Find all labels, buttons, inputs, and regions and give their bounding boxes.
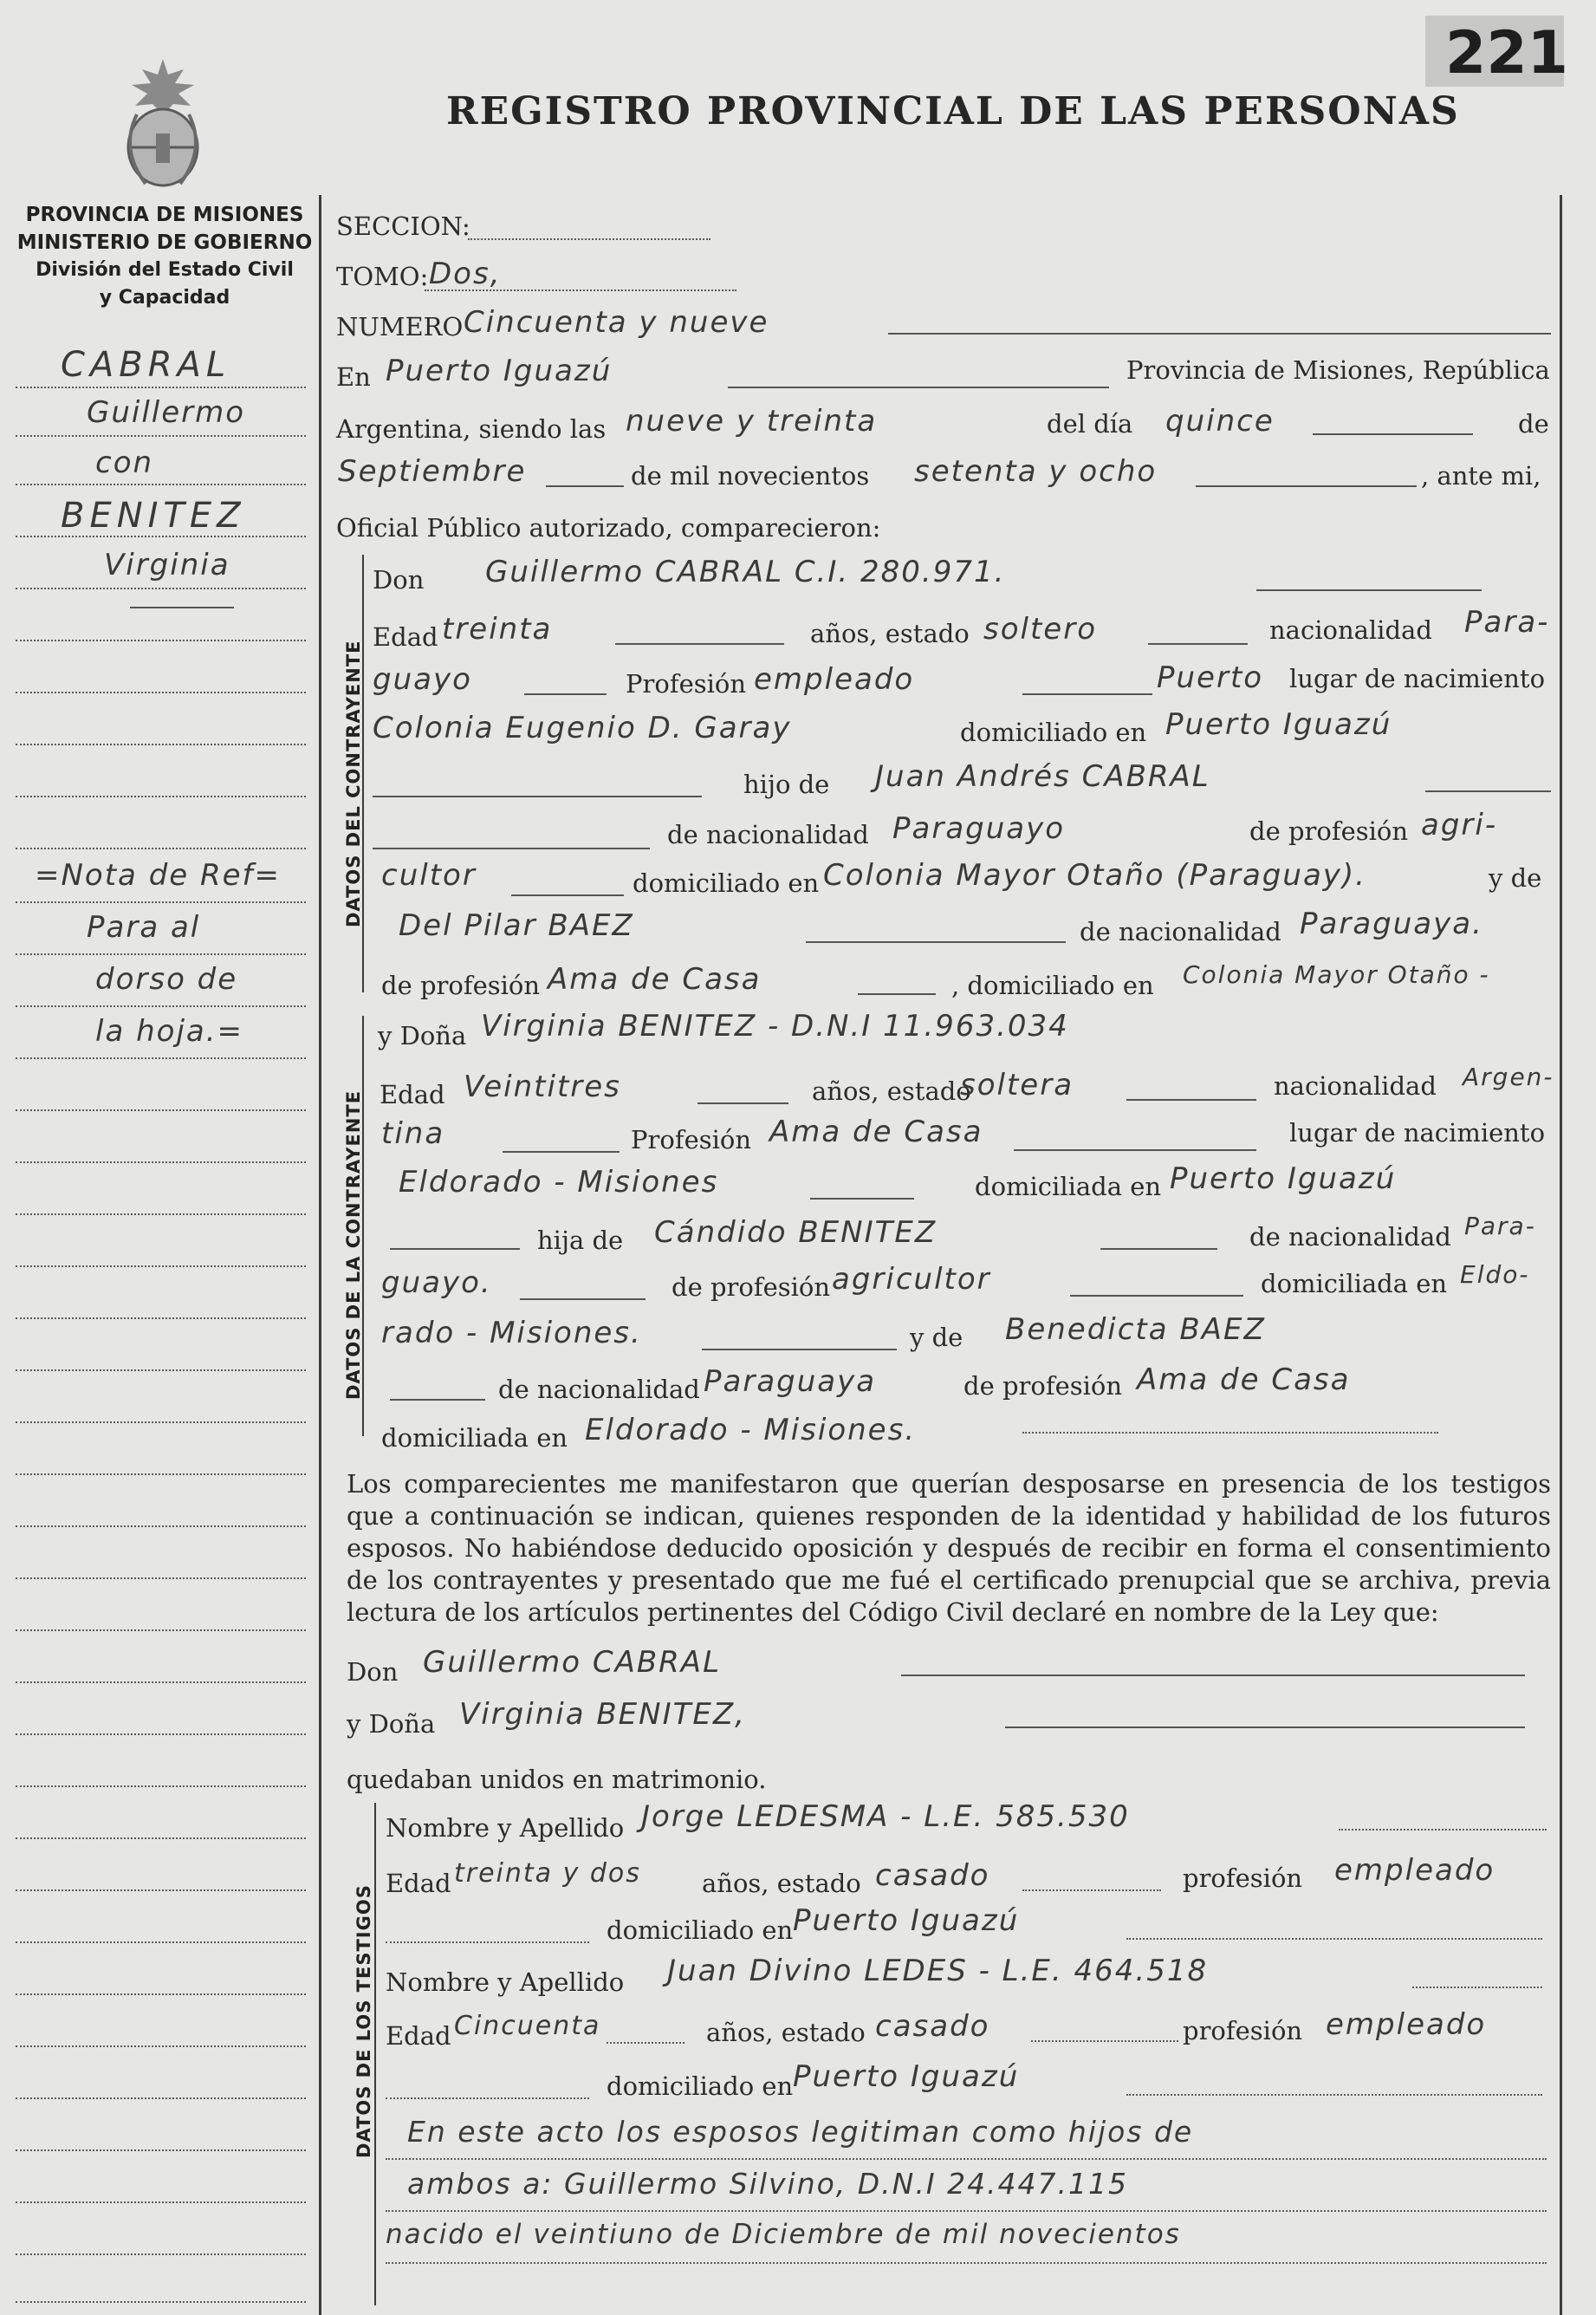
c2-madre-prof-label: de profesión (963, 1371, 1123, 1401)
de-label: de (1518, 409, 1549, 439)
c2-padre-dom-line (702, 1349, 897, 1350)
t1-prof-value: empleado (1334, 1853, 1495, 1888)
c1-nombre-value: Guillermo CABRAL C.I. 280.971. (485, 555, 1006, 589)
c2-padre-prof-line (1070, 1295, 1243, 1297)
legitimation-note-line-1: En este acto los esposos legitiman como hijos de (407, 2115, 1194, 2149)
c2-madre-dom-line (1022, 1432, 1438, 1434)
agency-block (9, 201, 321, 312)
c2-dona-label: y Doña (378, 1021, 467, 1050)
decl-don-label: Don (347, 1657, 399, 1687)
c1-lugar-value-a: Puerto (1157, 660, 1264, 695)
en-field-line (728, 387, 1109, 388)
t2-prof-value: empleado (1326, 2007, 1487, 2042)
c2-edad-line (697, 1102, 788, 1104)
c1-padre-nac-label: de nacionalidad (667, 820, 869, 849)
c2-prof-line (1014, 1149, 1256, 1151)
declaration-paragraph: Los comparecientes me manifestaron que querían desposarse en presencia de los testigos que a continuación se indican, quienes responden de la identidad y habilidad de los futuros esposos. No habiéndose deducido oposición y después de recibir en forma el consentimiento de los contrayentes y presentado que me fué el certificado prenupcial que se archiva, previa lectura de los artículos pertinentes del Código Civil declaré en nombre de la Ley que: (347, 1469, 1551, 1627)
note-ruling-2 (386, 2210, 1547, 2212)
c2-padre-dom-value-a: Eldo- (1460, 1260, 1530, 1289)
c1-madre-line (806, 941, 1066, 943)
c1-y-de-label: y de (1489, 863, 1542, 893)
c2-dom-label: domiciliada en (975, 1172, 1162, 1201)
t1-estado-value: casado (875, 1858, 990, 1893)
mil-label: de mil novecientos (631, 461, 870, 491)
c2-y-de-label: y de (910, 1323, 963, 1352)
t2-edad-value: Cincuenta (454, 2011, 601, 2041)
c1-padre-prof-value-b: cultor (381, 858, 477, 893)
c2-nac-value-b: tina (381, 1116, 445, 1151)
c1-nac-label: nacionalidad (1269, 615, 1432, 645)
c1-nac-line (524, 693, 607, 695)
c1-edad-line (615, 643, 784, 645)
c1-edad-value: treinta (442, 612, 553, 647)
c2-hija-line-a (390, 1248, 520, 1250)
ante-mi-label: , ante mi, (1421, 461, 1541, 491)
c2-madre-nac-value: Paraguaya (704, 1364, 877, 1399)
agency-line-province: PROVINCIA DE MISIONES (25, 204, 304, 226)
en-value: Puerto Iguazú (386, 354, 613, 388)
coat-of-arms-emblem (111, 54, 215, 196)
c2-madre-line (390, 1399, 485, 1401)
c1-padre-dom-value: Colonia Mayor Otaño (Paraguay). (823, 858, 1366, 893)
c1-madre-dom-label: , domiciliado en (951, 971, 1154, 1000)
c2-padre-dom-label: domiciliada en (1261, 1269, 1448, 1298)
t1-dom-value: Puerto Iguazú (793, 1903, 1020, 1938)
c2-padre-dom-value-b: rado - Misiones. (381, 1316, 642, 1350)
c2-lugar-label: lugar de nacimiento (1289, 1118, 1546, 1148)
c1-madre-prof-line (858, 993, 936, 995)
t2-estado-label: años, estado (706, 2018, 866, 2047)
dia-value: quince (1165, 404, 1275, 439)
t1-nombre-line (1339, 1829, 1547, 1831)
provincia-label: Provincia de Misiones, República (1126, 355, 1550, 385)
t2-dom-label: domiciliado en (607, 2071, 794, 2101)
anio-field-line (1196, 485, 1417, 487)
t1-estado-line (1022, 1889, 1161, 1891)
del-dia-label: del día (1047, 409, 1133, 439)
c1-madre-nac-label: de nacionalidad (1080, 917, 1281, 946)
decl-dona-value: Virginia BENITEZ, (459, 1697, 746, 1732)
c2-padre-nac-value-b: guayo. (381, 1265, 492, 1300)
t1-dom-line-a (386, 1941, 589, 1943)
c1-hijo-line-b (1425, 790, 1551, 792)
t2-estado-value: casado (875, 2009, 990, 2044)
tomo-value: Dos, (429, 257, 502, 291)
c2-padre-nac-line (520, 1298, 646, 1300)
section-label-contrayente-2: DATOS DE LA CONTRAYENTE (343, 1089, 364, 1400)
argentina-label: Argentina, siendo las (336, 414, 607, 444)
agency-line-capacity: y Capacidad (99, 287, 230, 309)
c2-prof-value: Ama de Casa (769, 1115, 983, 1149)
decl-don-line (901, 1674, 1525, 1676)
c2-edad-label: Edad (380, 1080, 445, 1109)
c2-madre-dom-value: Eldorado - Misiones. (585, 1413, 917, 1447)
c2-padre-value: Cándido BENITEZ (654, 1215, 937, 1250)
c2-dom-value: Puerto Iguazú (1170, 1161, 1397, 1196)
margin-surname-groom: CABRAL (61, 345, 231, 385)
dia-field-line (1313, 433, 1473, 435)
numero-field-line (888, 333, 1551, 335)
c1-nombre-line (1256, 589, 1482, 591)
c1-prof-value: empleado (754, 662, 915, 697)
c2-padre-prof-value: agricultor (832, 1262, 991, 1297)
numero-value: Cincuenta y nueve (464, 305, 769, 340)
t1-prof-label: profesión (1183, 1863, 1303, 1893)
t2-nombre-line (1412, 1987, 1542, 1988)
agency-line-division: División del Estado Civil (36, 259, 294, 281)
t2-edad-line (607, 2042, 684, 2044)
section-label-contrayente: DATOS DEL CONTRAYENTE (343, 640, 364, 927)
section-bracket-testigos (374, 1803, 376, 2305)
en-label: En (336, 362, 371, 392)
seccion-label: SECCION: (336, 211, 470, 241)
tomo-field-line (425, 289, 736, 291)
c2-nac-value-a: Argen- (1463, 1063, 1554, 1091)
t1-nombre-label: Nombre y Apellido (386, 1813, 625, 1843)
c1-lugar-label: lugar de nacimiento (1289, 664, 1546, 693)
decl-unidos-label: quedaban unidos en matrimonio. (347, 1765, 767, 1794)
c1-prof-line (1022, 693, 1152, 695)
t2-edad-label: Edad (386, 2021, 451, 2051)
c1-madre-nac-value: Paraguaya. (1300, 907, 1483, 941)
c1-padre-nac-value: Paraguayo (892, 811, 1066, 846)
anio-value: setenta y ocho (914, 454, 1158, 489)
note-ruling-1 (386, 2158, 1547, 2160)
c1-dom-label: domiciliado en (960, 718, 1147, 747)
right-border-line (1560, 195, 1562, 2315)
c1-lugar-value: Colonia Eugenio D. Garay (373, 711, 792, 745)
margin-surname-bride: BENITEZ (61, 496, 246, 536)
c1-don-label: Don (373, 565, 425, 595)
hora-value: nueve y treinta (626, 404, 878, 439)
c2-estado-label: años, estado (812, 1076, 971, 1106)
t2-dom-line-a (386, 2097, 589, 2099)
t2-estado-line (1031, 2040, 1178, 2042)
margin-con: con (95, 445, 154, 480)
c1-hijo-label: hijo de (743, 770, 830, 799)
margin-note-line-4: la hoja.= (95, 1014, 244, 1049)
t2-dom-line-b (1126, 2094, 1542, 2096)
c2-nac-line (503, 1151, 620, 1153)
note-ruling-3 (386, 2262, 1547, 2264)
mes-value: Septiembre (338, 454, 527, 489)
legitimation-note-line-2: ambos a: Guillermo Silvino, D.N.I 24.447.115 (407, 2167, 1129, 2201)
c2-madre-nac-label: de nacionalidad (498, 1375, 700, 1404)
decl-dona-label: y Doña (347, 1709, 436, 1739)
t1-dom-label: domiciliado en (607, 1915, 794, 1945)
decl-don-value: Guillermo CABRAL (423, 1645, 722, 1680)
margin-name-bride: Virginia (104, 548, 230, 582)
c2-hija-label: hija de (537, 1226, 624, 1255)
seccion-field-line (468, 238, 710, 240)
c2-estado-value: soltera (960, 1068, 1074, 1102)
agency-line-ministry: MINISTERIO DE GOBIERNO (16, 231, 313, 254)
c1-padre-dom-label: domiciliado en (633, 868, 820, 898)
c2-nombre-value: Virginia BENITEZ - D.N.I 11.963.034 (481, 1009, 1069, 1044)
c1-estado-line (1148, 643, 1248, 645)
document-title: REGISTRO PROVINCIAL DE LAS PERSONAS (446, 89, 1460, 133)
section-label-testigos: DATOS DE LOS TESTIGOS (354, 1884, 374, 2158)
t1-dom-line-b (1126, 1938, 1542, 1940)
c1-prof-label: Profesión (626, 669, 747, 699)
c1-madre-dom-value: Colonia Mayor Otaño - (1183, 960, 1490, 989)
c1-madre-prof-value: Ama de Casa (548, 962, 762, 997)
margin-note-line-3: dorso de (95, 962, 238, 997)
folio-number: 221 (1445, 19, 1568, 88)
c1-padre-prof-line (511, 894, 624, 896)
c2-hija-line-b (1100, 1248, 1217, 1250)
c1-dom-value: Puerto Iguazú (1165, 707, 1392, 742)
c2-madre-value: Benedicta BAEZ (1005, 1312, 1266, 1347)
c1-estado-label: años, estado (810, 619, 970, 648)
t2-prof-label: profesión (1183, 2016, 1303, 2045)
legitimation-note-line-3: nacido el veintiuno de Diciembre de mil novecientos (386, 2219, 1181, 2250)
c1-padre-prof-label: de profesión (1249, 816, 1409, 846)
t2-dom-value: Puerto Iguazú (793, 2059, 1020, 2094)
margin-name-groom: Guillermo (87, 395, 246, 430)
margin-underline (130, 607, 234, 608)
c2-edad-value: Veintitres (464, 1070, 621, 1104)
c2-lugar-value: Eldorado - Misiones (399, 1165, 719, 1200)
c1-nac-value-b: guayo (373, 662, 472, 697)
c1-hijo-line-a (373, 796, 702, 797)
margin-divider-line (319, 195, 321, 2315)
mes-field-line (546, 485, 624, 487)
c2-padre-prof-label: de profesión (671, 1272, 831, 1302)
c1-madre-prof-label: de profesión (381, 971, 541, 1000)
oficial-label: Oficial Público autorizado, comparecieron: (336, 513, 881, 543)
c2-lugar-line (810, 1198, 914, 1200)
c2-estado-line (1126, 1099, 1256, 1101)
t1-estado-label: años, estado (702, 1869, 861, 1898)
c2-padre-nac-value-a: Para- (1464, 1212, 1536, 1240)
t1-nombre-value: Jorge LEDESMA - L.E. 585.530 (641, 1799, 1130, 1834)
margin-note-line-1: =Nota de Ref= (35, 858, 282, 893)
c1-nac-value-a: Para- (1464, 605, 1550, 640)
t1-edad-value: treinta y dos (454, 1858, 641, 1889)
t2-nombre-label: Nombre y Apellido (386, 1967, 625, 1997)
c2-madre-prof-value: Ama de Casa (1137, 1362, 1351, 1397)
c2-madre-dom-label: domiciliada en (381, 1423, 568, 1453)
c2-prof-label: Profesión (631, 1125, 752, 1154)
c1-madre-value: Del Pilar BAEZ (399, 908, 634, 943)
c1-estado-value: soltero (983, 612, 1097, 647)
c1-edad-label: Edad (373, 622, 438, 652)
tomo-label: TOMO: (336, 262, 429, 291)
c1-padre-prof-value-a: agri- (1421, 808, 1498, 842)
margin-note-line-2: Para al (87, 910, 201, 945)
decl-dona-line (1005, 1726, 1525, 1728)
c1-padre-nac-line-a (373, 848, 650, 849)
c1-padre-value: Juan Andrés CABRAL (875, 759, 1210, 794)
c2-padre-nac-label: de nacionalidad (1249, 1222, 1451, 1252)
t1-edad-label: Edad (386, 1869, 451, 1898)
c2-nac-label: nacionalidad (1274, 1071, 1437, 1101)
t2-nombre-value: Juan Divino LEDES - L.E. 464.518 (667, 1954, 1209, 1988)
numero-label: NUMERO (336, 312, 464, 341)
